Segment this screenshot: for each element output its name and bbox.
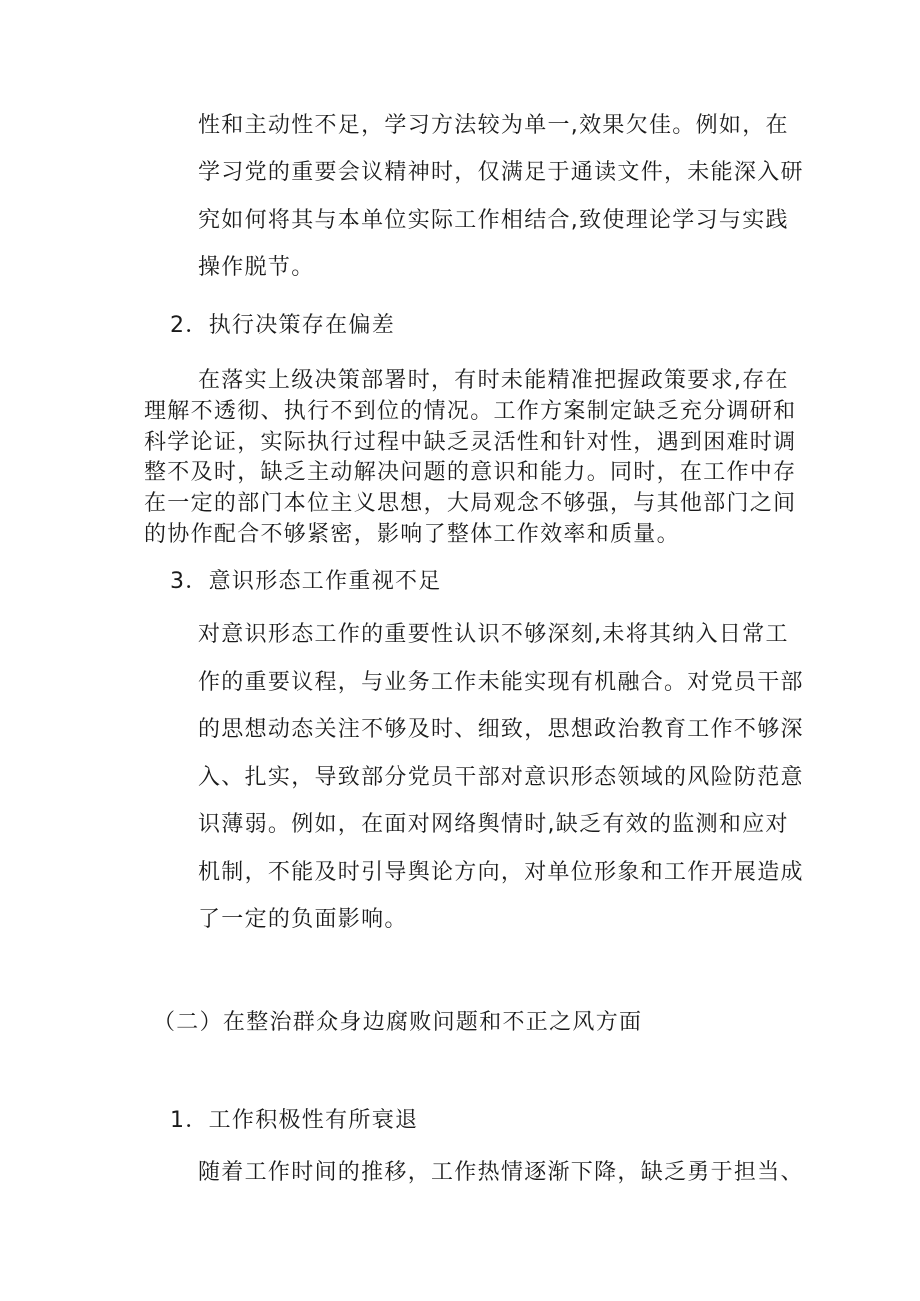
paragraph-3-line-5: 识薄弱。例如，在面对网络舆情时,缺乏有效的监测和应对 bbox=[198, 812, 789, 837]
paragraph-1-line-3: 究如何将其与本单位实际工作相结合,致使理论学习与实践 bbox=[198, 208, 789, 233]
paragraph-2-line-6: 的协作配合不够紧密，影响了整体工作效率和质量。 bbox=[144, 522, 680, 547]
section-heading-two: （二）在整治群众身边腐败问题和不正之风方面 bbox=[153, 1010, 643, 1035]
paragraph-2-line-4: 整不及时，缺乏主动解决问题的意识和能力。同时，在工作中存 bbox=[144, 460, 797, 485]
paragraph-2-line-1: 在落实上级决策部署时，有时未能精准把握政策要求,存在 bbox=[198, 368, 789, 393]
paragraph-2-line-2: 理解不透彻、执行不到位的情况。工作方案制定缺乏充分调研和 bbox=[144, 399, 797, 424]
paragraph-3-line-4: 入、扎实，导致部分党员干部对意识形态领域的风险防范意 bbox=[198, 765, 804, 790]
paragraph-3-line-1: 对意识形态工作的重要性认识不够深刻,未将其纳入日常工 bbox=[198, 622, 789, 647]
paragraph-3-line-2: 作的重要议程，与业务工作未能实现有机融合。对党员干部 bbox=[198, 670, 804, 695]
paragraph-3-line-3: 的思想动态关注不够及时、细致，思想政治教育工作不够深 bbox=[198, 717, 804, 742]
paragraph-4-line-1: 随着工作时间的推移，工作热情逐渐下降，缺乏勇于担当、 bbox=[198, 1160, 804, 1185]
paragraph-1-line-2: 学习党的重要会议精神时，仅满足于通读文件，未能深入研 bbox=[198, 160, 804, 185]
paragraph-2-line-5: 在一定的部门本位主义思想，大局观念不够强，与其他部门之间 bbox=[144, 491, 797, 516]
heading-execution-deviation: 2．执行决策存在偏差 bbox=[170, 313, 395, 338]
heading-work-enthusiasm: 1．工作积极性有所衰退 bbox=[170, 1108, 419, 1133]
paragraph-1-line-1: 性和主动性不足，学习方法较为单一,效果欠佳。例如，在 bbox=[198, 113, 789, 138]
heading-ideology-work: 3．意识形态工作重视不足 bbox=[170, 569, 442, 594]
paragraph-3-line-7: 了一定的负面影响。 bbox=[198, 907, 408, 932]
paragraph-3-line-6: 机制，不能及时引导舆论方向，对单位形象和工作开展造成 bbox=[198, 860, 804, 885]
paragraph-2-line-3: 科学论证，实际执行过程中缺乏灵活性和针对性，遇到困难时调 bbox=[144, 430, 797, 455]
paragraph-1-line-4: 操作脱节。 bbox=[198, 255, 315, 280]
